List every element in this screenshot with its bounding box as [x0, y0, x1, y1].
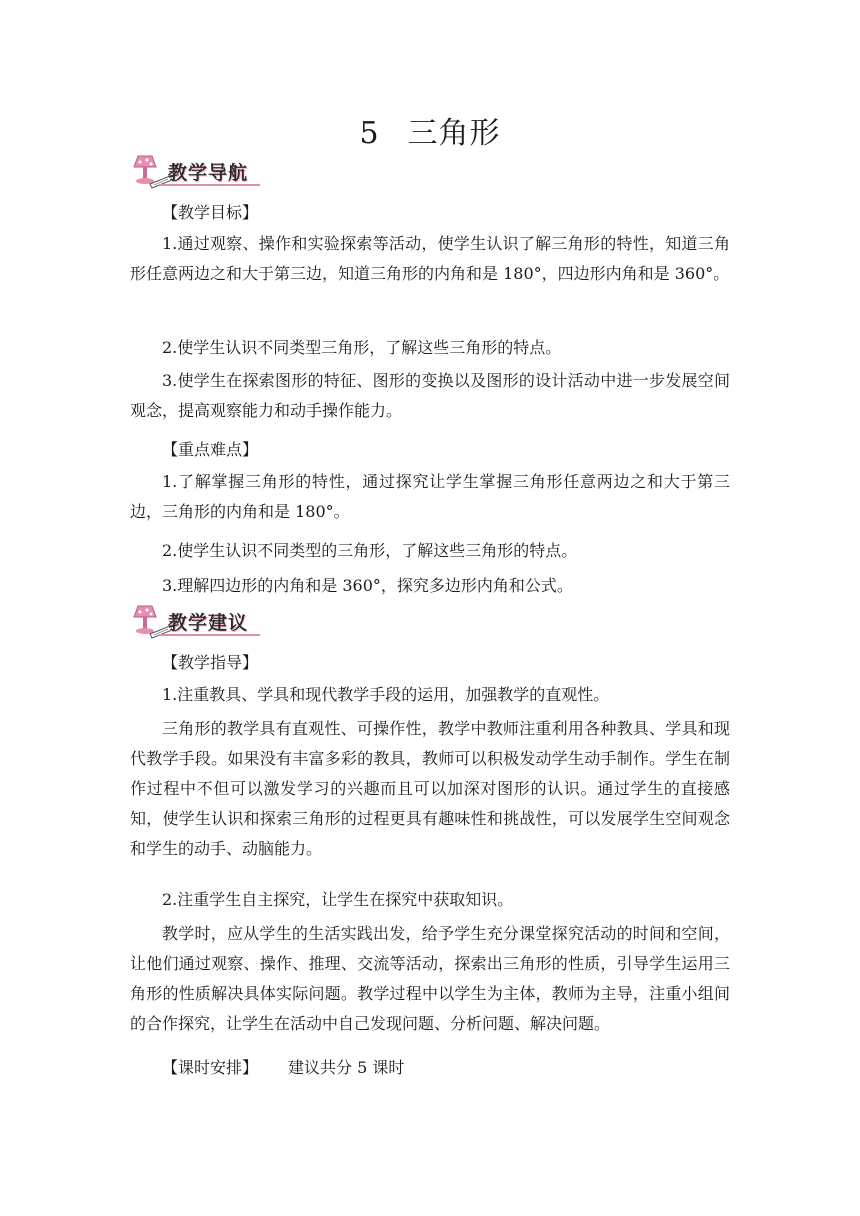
section-heading-guidance: 【教学指导】 [162, 653, 259, 672]
section-heading-goals: 【教学目标】 [162, 203, 259, 222]
section-heading-keypoints: 【重点难点】 [162, 440, 259, 459]
guidance-item-1: 1.注重教具、学具和现代教学手段的运用，加强教学的直观性。 [162, 685, 610, 704]
goal-item-1: 1.通过观察、操作和实验探索等活动，使学生认识了解三角形的特性，知道三角形任意两边之和大于第三边，知道三角形的内角和是 180°，四边形内角和是 360°。 [130, 234, 730, 283]
schedule-heading: 【课时安排】 [162, 1058, 259, 1077]
guidance-paragraph-2: 教学时，应从学生的生活实践出发，给予学生充分课堂探究活动的时间和空间，让他们通过观察、操作、推理、交流等活动，探索出三角形的性质，引导学生运用三角形的性质解决具体实际问题。教学过程中以学生为主体，教师为主导，注重小组间的合作探究，让学生在活动中自己发现问题、分析问题、解决问题。 [130, 924, 730, 1033]
keypoint-item-2: 2.使学生认识不同类型的三角形，了解这些三角形的特点。 [162, 541, 578, 560]
keypoint-item-1: 1.了解掌握三角形的特性，通过探究让学生掌握三角形任意两边之和大于第三边，三角形的内角和是 180°。 [130, 472, 730, 521]
page-title [0, 108, 860, 152]
banner-teaching-suggestions [130, 604, 262, 640]
banner-teaching-guide [130, 154, 262, 190]
guidance-item-2: 2.注重学生自主探究，让学生在探究中获取知识。 [162, 890, 514, 909]
keypoint-item-3: 3.理解四边形的内角和是 360°，探究多边形内角和公式。 [162, 576, 573, 595]
banner-label: 教学导航 [168, 162, 249, 184]
banner-label: 教学建议 [168, 612, 249, 634]
goal-item-2: 2.使学生认识不同类型三角形，了解这些三角形的特点。 [162, 338, 562, 357]
goal-item-3: 3.使学生在探索图形的特征、图形的变换以及图形的设计活动中进一步发展空间观念，提高观察能力和动手操作能力。 [130, 371, 730, 420]
banner-underline [160, 634, 260, 636]
banner-underline [160, 184, 260, 186]
schedule-text: 建议共分 5 课时 [288, 1058, 405, 1077]
title-number: 5 [359, 116, 380, 151]
guidance-paragraph-1: 三角形的教学具有直观性、可操作性，教学中教师注重利用各种教具、学具和现代教学手段。如果没有丰富多彩的教具，教师可以积极发动学生动手制作。学生在制作过程中不但可以激发学习的兴趣而且可以加深对图形的认识。通过学生的直接感知，使学生认识和探索三角形的过程更具有趣味性和挑战性，可以发展学生空间观念和学生的动手、动脑能力。 [130, 719, 730, 858]
title-text: 三角形 [407, 116, 501, 151]
